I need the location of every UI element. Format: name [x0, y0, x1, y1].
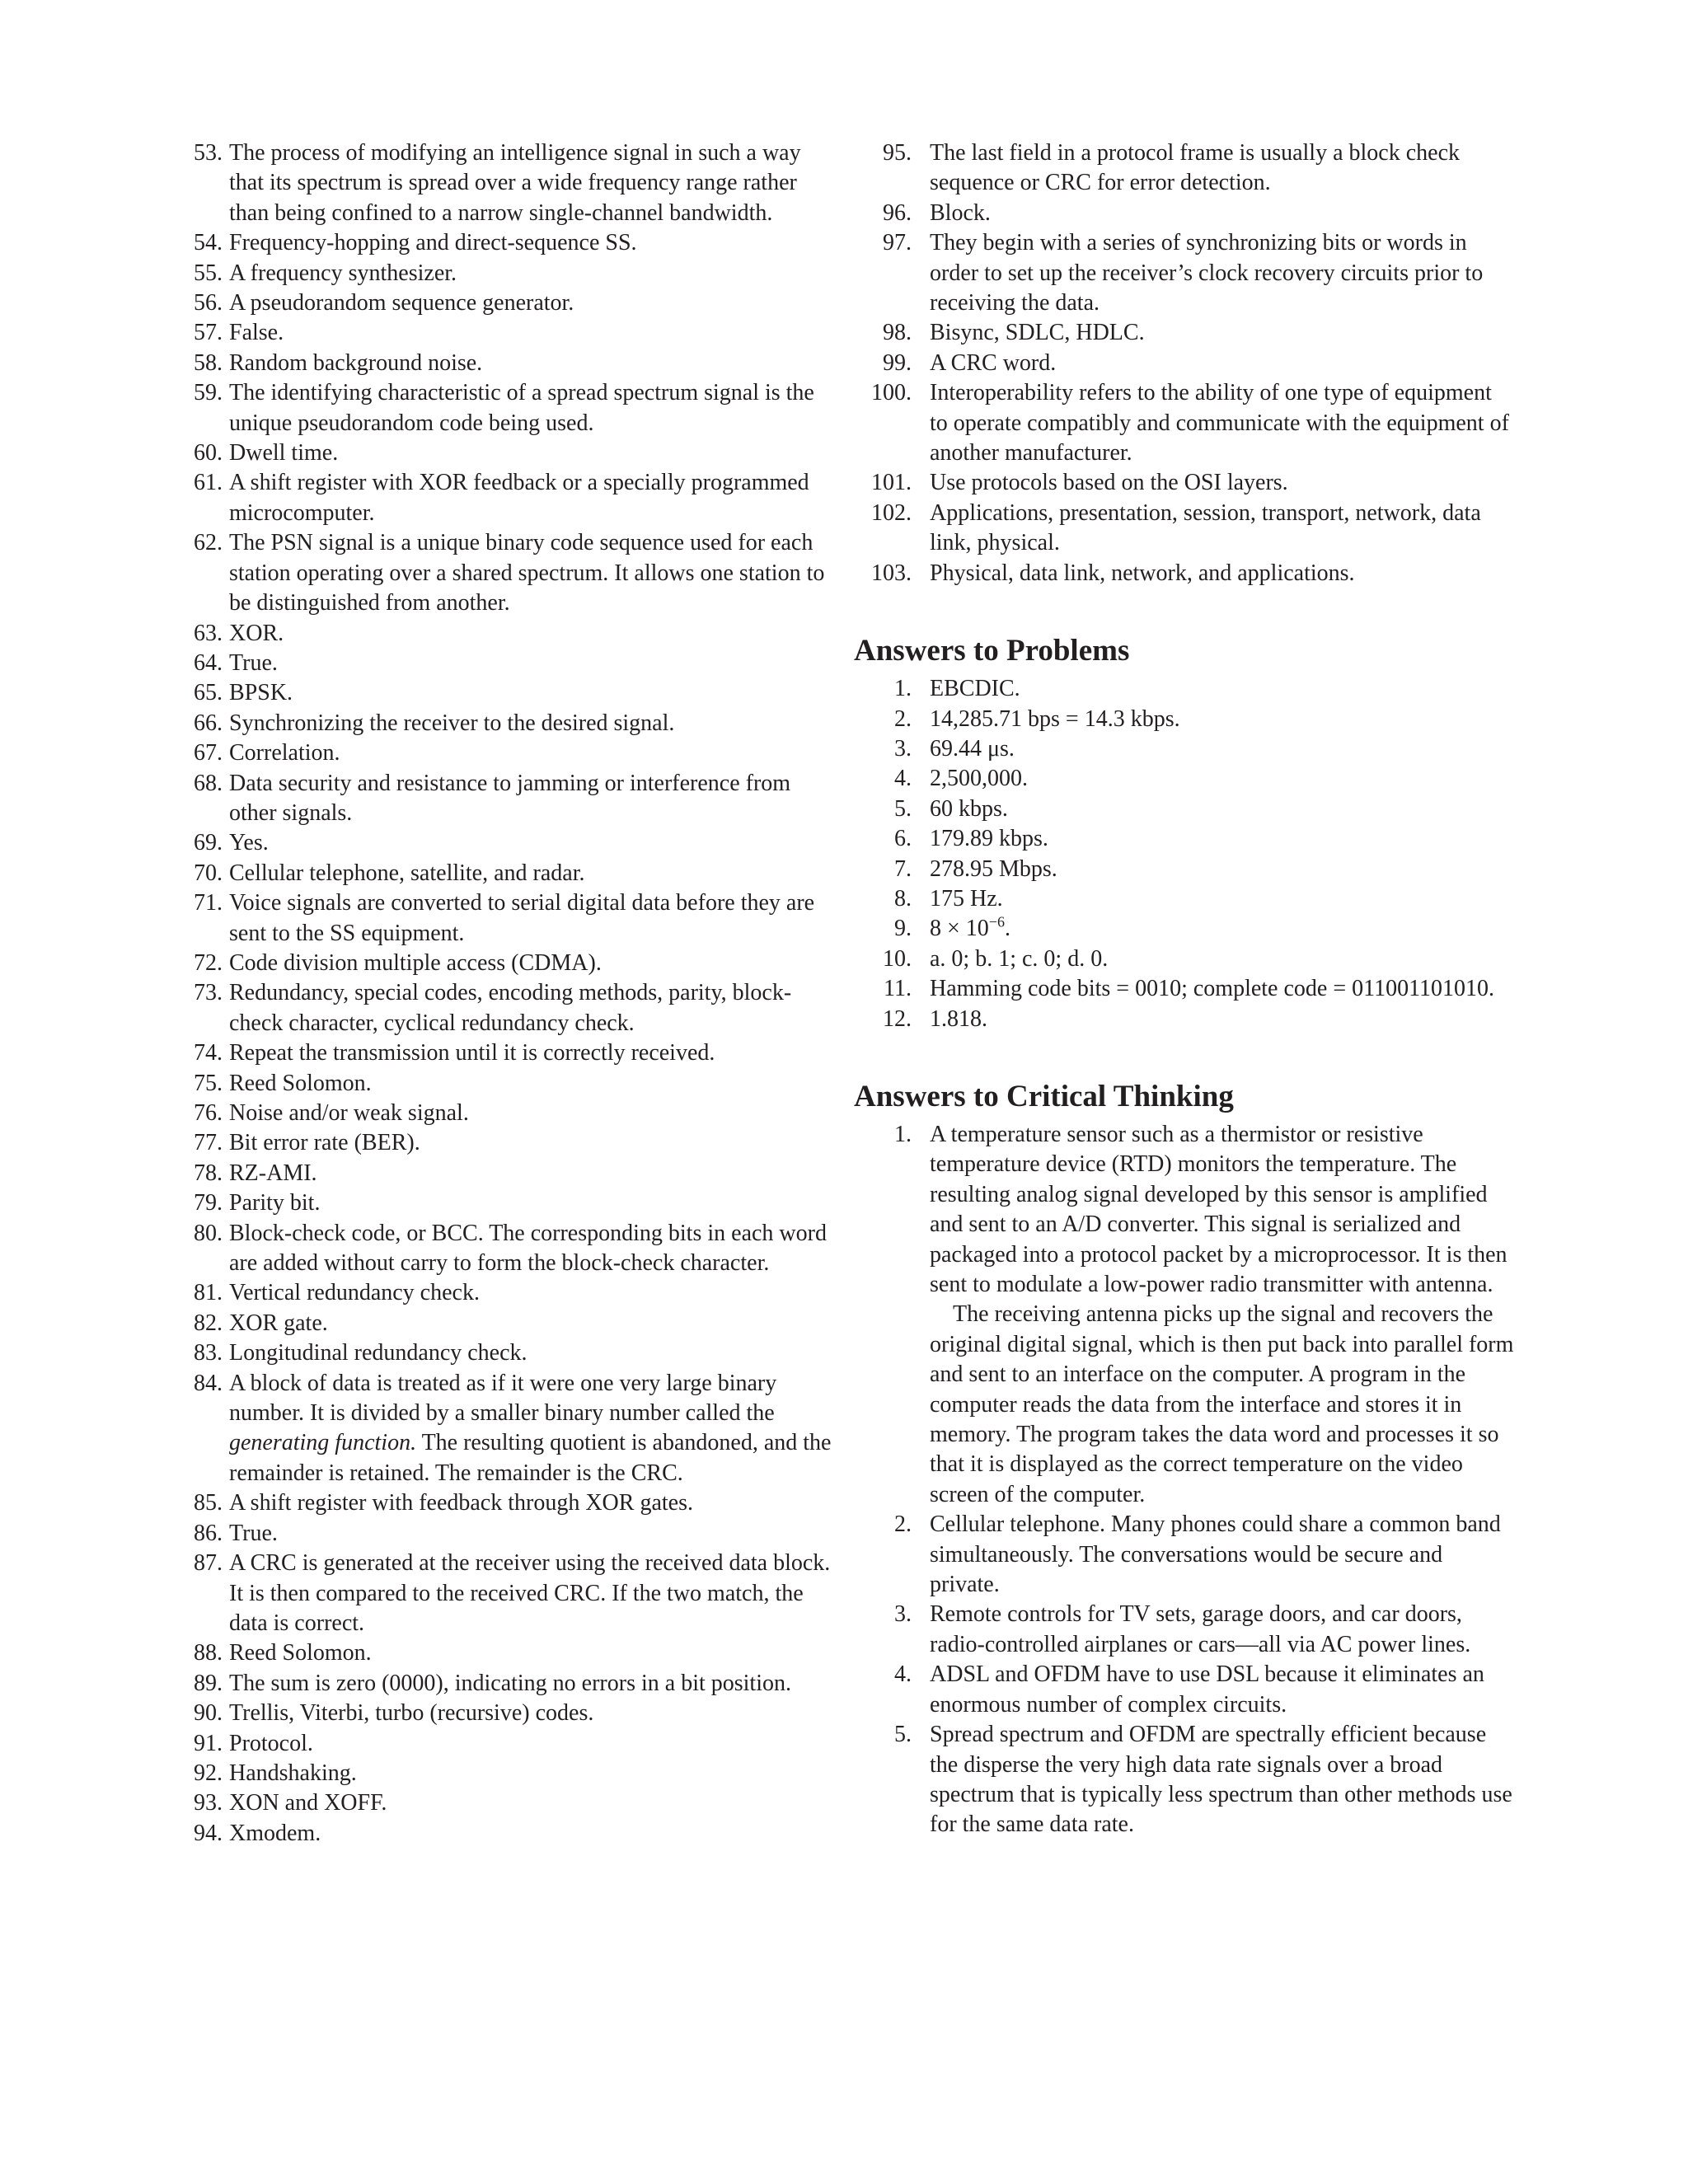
- list-item: [183, 1159, 834, 1188]
- list-item: [856, 1600, 1515, 1660]
- list-item: [183, 1309, 834, 1338]
- list-item: [183, 1338, 834, 1368]
- item-number: 2.: [894, 705, 912, 732]
- list-item: [183, 888, 834, 949]
- item-number: 73.: [194, 980, 223, 1006]
- left-column: [183, 138, 834, 1849]
- item-number: 7.: [894, 855, 912, 882]
- item-text: Repeat the transmission until it is correctly received.: [229, 1040, 715, 1066]
- item-number: 68.: [194, 770, 223, 796]
- item-number: 55.: [194, 260, 223, 286]
- list-item: [183, 1038, 834, 1068]
- item-number: 95.: [883, 140, 912, 166]
- item-number: 91.: [194, 1730, 223, 1756]
- item-text: Bit error rate (BER).: [229, 1130, 420, 1156]
- item-text: Reed Solomon.: [229, 1640, 372, 1666]
- list-item: [183, 1788, 834, 1818]
- item-number: 85.: [194, 1490, 223, 1516]
- item-number: 8.: [894, 885, 912, 912]
- item-text: XOR.: [229, 620, 284, 646]
- list-item: [183, 1488, 834, 1518]
- item-text: Bisync, SDLC, HDLC.: [930, 320, 1145, 346]
- item-number: 98.: [883, 320, 912, 346]
- list-item: [183, 978, 834, 1038]
- item-number: 99.: [883, 349, 912, 376]
- item-number: 74.: [194, 1040, 223, 1066]
- list-item: [183, 1128, 834, 1158]
- item-text: A temperature sensor such as a thermistor or resistive temperature device (RTD) monitors the temperature. The resulting analog signal developed by this sensor is amplified and sent to an A/D converter. This signal is serialized and packaged into a protocol packet by a microprocessor. It is then sent to modulate a low-power radio transmitter with antenna.: [930, 1121, 1507, 1297]
- list-item: [183, 1519, 834, 1549]
- list-item: [856, 228, 1515, 318]
- item-number: 69.: [194, 830, 223, 856]
- list-item: [856, 734, 1515, 764]
- list-item: [856, 914, 1515, 944]
- item-text: a. 0; b. 1; c. 0; d. 0.: [930, 945, 1109, 972]
- list-item: [183, 1669, 834, 1699]
- item-text: 8 × 10: [930, 916, 989, 942]
- item-number: 92.: [194, 1760, 223, 1786]
- item-text: Dwell time.: [229, 440, 339, 466]
- list-item: [183, 138, 834, 228]
- item-text: Protocol.: [229, 1730, 313, 1756]
- item-number: 83.: [194, 1340, 223, 1366]
- item-text: Handshaking.: [229, 1760, 357, 1786]
- item-text: The last field in a protocol frame is usually a block check sequence or CRC for error detection.: [930, 140, 1461, 196]
- item-number: 3.: [894, 735, 912, 762]
- item-number: 75.: [194, 1070, 223, 1096]
- list-item: [183, 678, 834, 708]
- item-number: 90.: [194, 1700, 223, 1727]
- list-item: [183, 1219, 834, 1279]
- item-text: Cellular telephone, satellite, and radar.: [229, 860, 585, 886]
- list-item: [183, 619, 834, 649]
- item-number: 82.: [194, 1310, 223, 1336]
- list-item: [183, 288, 834, 318]
- item-text: Synchronizing the receiver to the desired signal.: [229, 710, 675, 736]
- item-number: 57.: [194, 320, 223, 346]
- item-text-superscript: −6: [988, 914, 1005, 931]
- answer-list-left: [183, 138, 834, 1849]
- item-number: 81.: [194, 1280, 223, 1306]
- item-text: True.: [229, 1520, 278, 1546]
- item-number: 12.: [883, 1005, 912, 1032]
- list-item: [183, 649, 834, 678]
- item-text: Cellular telephone. Many phones could share a common band simultaneously. The conversations would be secure and private.: [930, 1511, 1501, 1598]
- list-item: [183, 228, 834, 258]
- item-number: 62.: [194, 530, 223, 556]
- list-item: [856, 884, 1515, 914]
- list-item: [183, 468, 834, 528]
- item-number: 65.: [194, 680, 223, 706]
- item-text: Vertical redundancy check.: [229, 1280, 480, 1306]
- item-number: 2.: [894, 1511, 912, 1538]
- list-item: [183, 1278, 834, 1308]
- item-text-paragraph: The receiving antenna picks up the signal and recovers the original digital signal, which is then put back into parallel form and sent to an interface on the computer. A program in the computer reads the data from the interface and stores it in memory. The program takes the data word and processes it so that it is displayed as the correct temperature on the video screen of the computer.: [930, 1301, 1514, 1507]
- item-number: 61.: [194, 470, 223, 496]
- item-text: The process of modifying an intelligence signal in such a way that its spectrum is spread over a wide frequency range rather than being confined to a narrow single-channel bandwidth.: [229, 140, 801, 226]
- answer-list-right: [856, 138, 1515, 588]
- list-item: [183, 949, 834, 978]
- item-text: Use protocols based on the OSI layers.: [930, 470, 1288, 496]
- list-item: [856, 974, 1515, 1004]
- problems-list: [856, 674, 1515, 1034]
- list-item: [183, 1369, 834, 1489]
- item-text: The sum is zero (0000), indicating no errors in a bit position.: [229, 1670, 791, 1696]
- list-item: [183, 438, 834, 468]
- list-item: [856, 1120, 1515, 1510]
- item-text: Block.: [930, 199, 991, 226]
- list-item: [183, 1188, 834, 1218]
- list-item: [183, 378, 834, 438]
- item-text: 2,500,000.: [930, 766, 1028, 792]
- item-text: XON and XOFF.: [229, 1790, 387, 1816]
- item-number: 76.: [194, 1100, 223, 1126]
- item-number: 94.: [194, 1820, 223, 1846]
- item-text: Hamming code bits = 0010; complete code = 011001101010.: [930, 976, 1495, 1002]
- list-item: [856, 1005, 1515, 1034]
- list-item: [856, 1510, 1515, 1600]
- item-number: 67.: [194, 740, 223, 766]
- list-item: [856, 318, 1515, 348]
- item-number: 84.: [194, 1370, 223, 1396]
- item-number: 53.: [194, 140, 223, 166]
- item-text: 69.44 μs.: [930, 735, 1015, 762]
- item-number: 4.: [894, 1661, 912, 1688]
- item-number: 60.: [194, 440, 223, 466]
- list-item: [183, 1699, 834, 1728]
- list-item: [856, 349, 1515, 378]
- item-number: 78.: [194, 1160, 223, 1186]
- item-text: Physical, data link, network, and applications.: [930, 560, 1355, 586]
- list-item: [856, 1660, 1515, 1720]
- item-text: Trellis, Viterbi, turbo (recursive) codes.: [229, 1700, 594, 1727]
- list-item: [856, 559, 1515, 588]
- list-item: [856, 138, 1515, 199]
- item-number: 54.: [194, 230, 223, 256]
- list-item: [183, 349, 834, 378]
- right-column: [856, 138, 1515, 1840]
- item-text: ADSL and OFDM have to use DSL because it eliminates an enormous number of complex circuits.: [930, 1661, 1484, 1718]
- item-text: XOR gate.: [229, 1310, 328, 1336]
- item-text: Yes.: [229, 830, 269, 856]
- list-item: [856, 855, 1515, 884]
- item-number: 63.: [194, 620, 223, 646]
- item-text: Reed Solomon.: [229, 1070, 372, 1096]
- item-text: 179.89 kbps.: [930, 826, 1048, 852]
- item-number: 88.: [194, 1640, 223, 1666]
- item-text: Parity bit.: [229, 1190, 321, 1216]
- item-number: 66.: [194, 710, 223, 736]
- item-number: 9.: [894, 916, 912, 942]
- item-text: True.: [229, 649, 278, 676]
- item-text: Xmodem.: [229, 1820, 321, 1846]
- item-text: Frequency-hopping and direct-sequence SS.: [229, 230, 637, 256]
- item-text: The PSN signal is a unique binary code sequence used for each station operating over a shared spectrum. It allows one station to be distinguished from another.: [229, 530, 825, 616]
- item-text: A shift register with XOR feedback or a specially programmed microcomputer.: [229, 470, 809, 526]
- item-number: 58.: [194, 349, 223, 376]
- list-item: [856, 764, 1515, 794]
- list-item: [856, 794, 1515, 824]
- item-number: 102.: [871, 499, 912, 526]
- item-number: 56.: [194, 290, 223, 316]
- item-number: 71.: [194, 890, 223, 916]
- item-number: 3.: [894, 1601, 912, 1628]
- list-item: [856, 499, 1515, 559]
- item-text: Voice signals are converted to serial digital data before they are sent to the SS equipment.: [229, 890, 815, 946]
- item-text: Correlation.: [229, 740, 340, 766]
- item-number: 4.: [894, 766, 912, 792]
- item-number: 59.: [194, 380, 223, 406]
- item-text: A pseudorandom sequence generator.: [229, 290, 574, 316]
- list-item: [183, 1819, 834, 1849]
- item-number: 89.: [194, 1670, 223, 1696]
- item-number: 100.: [871, 380, 912, 406]
- list-item: [856, 674, 1515, 704]
- item-text: Applications, presentation, session, transport, network, data link, physical.: [930, 499, 1481, 556]
- list-item: [856, 378, 1515, 468]
- item-number: 1.: [894, 1121, 912, 1147]
- item-number: 103.: [871, 560, 912, 586]
- list-item: [183, 1638, 834, 1668]
- item-text: A frequency synthesizer.: [229, 260, 457, 286]
- item-number: 86.: [194, 1520, 223, 1546]
- item-number: 87.: [194, 1550, 223, 1577]
- item-text: A CRC is generated at the receiver using the received data block. It is then compared to the received CRC. If the two match, the data is correct.: [229, 1550, 831, 1636]
- problems-heading: Answers to Problems: [854, 634, 1130, 668]
- item-text: A block of data is treated as if it were one very large binary number. It is divided by a smaller binary number called the: [229, 1370, 777, 1427]
- list-item: [183, 1099, 834, 1128]
- item-text: 14,285.71 bps = 14.3 kbps.: [930, 705, 1180, 732]
- list-item: [183, 1759, 834, 1788]
- item-number: 5.: [894, 1722, 912, 1748]
- list-item: [856, 1720, 1515, 1840]
- critical-thinking-heading: Answers to Critical Thinking: [854, 1079, 1234, 1113]
- item-text: Random background noise.: [229, 349, 483, 376]
- item-text: Longitudinal redundancy check.: [229, 1340, 528, 1366]
- item-text: A CRC word.: [930, 349, 1057, 376]
- list-item: [183, 769, 834, 829]
- item-text: 1.818.: [930, 1005, 987, 1032]
- item-text: Redundancy, special codes, encoding methods, parity, block-check character, cyclical redundancy check.: [229, 980, 792, 1036]
- item-number: 10.: [883, 945, 912, 972]
- item-text: A shift register with feedback through XOR gates.: [229, 1490, 693, 1516]
- item-text: .: [1004, 916, 1010, 942]
- item-text: Interoperability refers to the ability of one type of equipment to operate compatibly and communicate with the equipment of another manufacturer.: [930, 380, 1509, 466]
- item-number: 93.: [194, 1790, 223, 1816]
- item-number: 96.: [883, 199, 912, 226]
- item-text-italic: generating function.: [229, 1430, 417, 1456]
- item-text: The resulting quotient is abandoned, and the remainder is retained. The remainder is the CRC.: [229, 1430, 832, 1486]
- list-item: [183, 528, 834, 618]
- item-number: 97.: [883, 230, 912, 256]
- critical-thinking-list: [856, 1120, 1515, 1840]
- list-item: [183, 259, 834, 288]
- item-text: Block-check code, or BCC. The corresponding bits in each word are added without carry to form the block-check character.: [229, 1220, 827, 1277]
- item-number: 79.: [194, 1190, 223, 1216]
- list-item: [856, 468, 1515, 498]
- list-item: [856, 944, 1515, 974]
- item-number: 6.: [894, 826, 912, 852]
- item-text: 175 Hz.: [930, 885, 1003, 912]
- item-text: The identifying characteristic of a spread spectrum signal is the unique pseudorandom code being used.: [229, 380, 814, 436]
- list-item: [856, 824, 1515, 854]
- item-number: 64.: [194, 649, 223, 676]
- item-text: Spread spectrum and OFDM are spectrally efficient because the disperse the very high data rate signals over a broad spectrum that is typically less spectrum than other methods use for the same data rate.: [930, 1722, 1512, 1838]
- item-text: EBCDIC.: [930, 676, 1020, 702]
- item-text: 60 kbps.: [930, 795, 1008, 822]
- item-text: BPSK.: [229, 680, 293, 706]
- item-text: Data security and resistance to jamming or interference from other signals.: [229, 770, 791, 826]
- list-item: [183, 1069, 834, 1099]
- item-text: 278.95 Mbps.: [930, 855, 1057, 882]
- list-item: [856, 705, 1515, 734]
- item-number: 11.: [884, 976, 912, 1002]
- item-number: 80.: [194, 1220, 223, 1246]
- item-number: 1.: [894, 676, 912, 702]
- item-text: Remote controls for TV sets, garage doors, and car doors, radio-controlled airplanes or cars—all via AC power lines.: [930, 1601, 1471, 1657]
- list-item: [856, 199, 1515, 228]
- item-text: Noise and/or weak signal.: [229, 1100, 469, 1126]
- item-text: Code division multiple access (CDMA).: [229, 949, 602, 976]
- list-item: [183, 828, 834, 858]
- item-number: 72.: [194, 949, 223, 976]
- list-item: [183, 1549, 834, 1638]
- item-text: RZ-AMI.: [229, 1160, 317, 1186]
- item-number: 77.: [194, 1130, 223, 1156]
- list-item: [183, 709, 834, 738]
- list-item: [183, 859, 834, 888]
- item-text: They begin with a series of synchronizing bits or words in order to set up the receiver’s clock recovery circuits prior to receiving the data.: [930, 230, 1484, 316]
- list-item: [183, 1729, 834, 1759]
- item-number: 5.: [894, 795, 912, 822]
- list-item: [183, 738, 834, 768]
- item-number: 101.: [871, 470, 912, 496]
- item-number: 70.: [194, 860, 223, 886]
- list-item: [183, 318, 834, 348]
- item-text: False.: [229, 320, 284, 346]
